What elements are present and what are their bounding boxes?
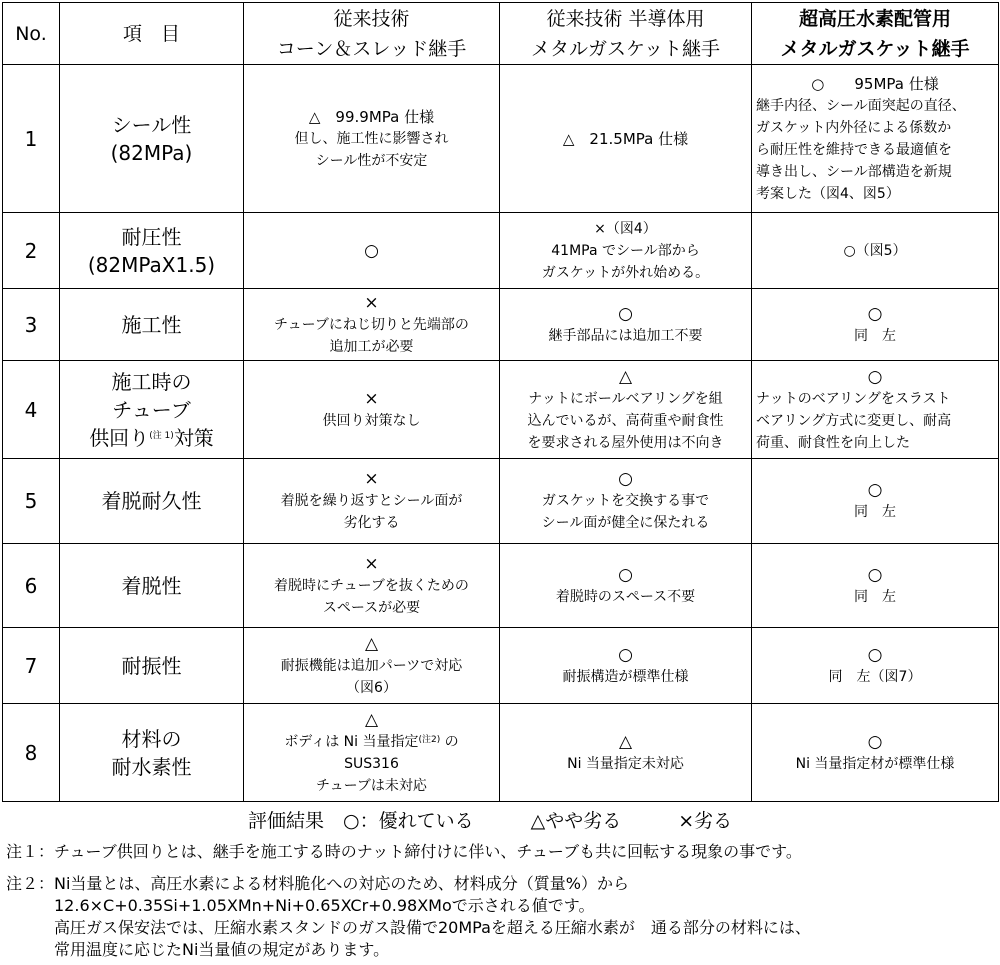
item-line: 着脱性 [121,573,182,598]
cell-conventional-cone-thread [244,213,500,289]
evaluation-mark: × [364,469,379,489]
cell-text-line: ガスケット内外径による係数か [756,119,952,136]
cell-conventional-metal-gasket [500,544,752,628]
row-number: 7 [3,628,60,704]
header-col2-line2: メタルガスケット継手 [530,37,721,60]
cell-text-line: （図6） [346,679,397,696]
cell-text-line: シール性が不安定 [315,152,428,169]
cell-text-line: SUS316 [344,755,399,772]
cell-text-line: 着脱時のスペース不要 [555,588,696,605]
row-item [60,361,244,459]
evaluation-mark: ○ [618,644,633,665]
cell-high-pressure-metal-gasket [752,65,999,213]
cell-text-line: 41MPa でシール部から [551,242,700,259]
evaluation-mark: × [364,388,379,409]
item-line: 着脱耐久性 [101,489,202,513]
cell-high-pressure-metal-gasket [752,628,999,704]
item-line: 耐圧性 [121,224,182,249]
footnote-1: 注１：チューブ供回りとは、継手を施工する時のナット締付けに伴い、チューブも共に回転する現象の事です。 [6,842,802,861]
cell-text-line: 但し、施工性に影響され [294,130,449,147]
cell-text-line: Ni 当量指定材が標準仕様 [795,755,955,772]
header-col2-line1: 従来技術 半導体用 [546,7,705,30]
cell-high-pressure-metal-gasket [752,459,999,544]
cell-conventional-cone-thread [244,289,500,361]
header-item: 項 目 [60,3,244,65]
item-line: 材料の [121,726,182,751]
evaluation-mark: ○ [867,303,883,324]
item-text: 対策 [173,425,214,450]
cell-high-pressure-metal-gasket [752,289,999,361]
evaluation-mark: ○ [618,303,633,324]
item-line: 耐水素性 [111,754,192,779]
cell-text-line: 込んでいるが、高荷重や耐食性 [527,412,724,429]
cell-text-line [246,731,497,753]
cell-text-line: Ni 当量指定未対応 [567,755,684,772]
table-row [3,459,999,544]
item-line: シール性 [111,112,192,137]
cell-text-line: 継手部品には追加工不要 [548,327,703,344]
evaluation-mark: ○ [867,564,883,585]
header-row [3,3,999,65]
cell-text: ボディは Ni 当量指定 [284,733,419,750]
evaluation-mark: × [364,553,379,574]
item-line: チューブ [112,397,191,422]
cell-high-pressure-metal-gasket [752,544,999,628]
cell-text-line: 継手内径、シール面突起の直径、 [756,97,966,114]
table-row [3,361,999,459]
evaluation-mark: ○ [364,240,379,261]
cell-text-line: ガスケットを交換する事で [541,493,710,509]
cell-text-line: チューブは未対応 [316,777,427,794]
item-line: 耐振性 [121,653,182,678]
row-number: 2 [3,213,60,289]
cell-text-line: 導き出し、シール部構造を新規 [756,163,952,180]
row-number: 4 [3,361,60,459]
evaluation-line: ×（図4） [594,220,657,237]
evaluation-mark: ○ [618,469,633,489]
cell-conventional-metal-gasket [500,459,752,544]
evaluation-line: △ 99.9MPa 仕様 [308,107,435,126]
cell-high-pressure-metal-gasket [752,704,999,802]
evaluation-mark: ○ [867,644,883,665]
evaluation-mark: △ [618,731,633,752]
cell-conventional-metal-gasket [500,65,752,213]
header-conventional-metal-gasket [500,3,752,65]
cell-conventional-cone-thread [244,544,500,628]
evaluation-line: △ 21.5MPa 仕様 [562,129,689,148]
item-line: (82MPaX1.5) [87,252,216,277]
item-text: 供回り [89,425,150,450]
cell-text-line: 着脱を繰り返すとシール面が [280,493,463,509]
cell-conventional-cone-thread [244,628,500,704]
cell-text-line: 耐振構造が標準仕様 [562,668,689,685]
evaluation-line: ○ 95MPa 仕様 [811,74,939,93]
table-row [3,704,999,802]
row-number: 3 [3,289,60,361]
row-item [60,544,244,628]
cell-conventional-cone-thread [244,704,500,802]
header-col3-line1: 超高圧水素配管用 [798,7,951,30]
row-item [60,213,244,289]
row-item [60,628,244,704]
evaluation-mark: △ [364,709,379,730]
footnote-marker: (注 1) [149,430,174,441]
row-number: 8 [3,704,60,802]
cell-text: の [444,733,459,750]
cell-text-line: シール面が健全に保たれる [541,515,710,531]
evaluation-mark: ○ [867,366,883,387]
cell-text-line: 劣化する [343,515,400,531]
cell-text-line: 同 左 [854,327,896,344]
evaluation-line: ○（図5） [843,242,907,259]
row-number: 6 [3,544,60,628]
cell-text-line: を要求される屋外使用は不向き [527,434,724,451]
cell-text-line: 耐振機能は追加パーツで対応 [280,657,463,674]
table-row [3,289,999,361]
footnote-2-line1: 注２：Ni当量とは、高圧水素による材料脆化への対応のため、材料成分（質量%）から [6,874,629,893]
footnote-marker: (注2) [418,734,441,745]
evaluation-mark: △ [364,633,379,654]
cell-text-line: 着脱時にチューブを抜くための [274,577,469,594]
table-row [3,628,999,704]
header-col1-line1: 従来技術 [333,7,410,30]
header-conventional-cone-thread [244,3,500,65]
footnote-2-line3: 高圧ガス保安法では、圧縮水素スタンドのガス設備で20MPaを超える圧縮水素が 通る部分の材料には、 [6,918,811,937]
evaluation-mark: △ [618,366,633,387]
cell-text-line: 荷重、耐食性を向上した [756,434,910,451]
cell-text-line: ナットのベアリングをスラスト [756,390,951,407]
item-line: (82MPa) [110,140,193,165]
cell-conventional-metal-gasket [500,704,752,802]
row-number: 1 [3,65,60,213]
cell-text-line: 考案した（図4、図5） [756,185,900,202]
header-col3-line2: メタルガスケット継手 [780,37,970,60]
cell-text-line: 同 左 [854,588,896,605]
cell-text-line: ら耐圧性を維持できる最適値を [756,141,952,158]
cell-conventional-metal-gasket [500,628,752,704]
cell-conventional-cone-thread [244,65,500,213]
row-item [60,459,244,544]
cell-text-line: 追加工が必要 [329,338,414,355]
header-col1-line2: コーン＆スレッド継手 [276,37,467,60]
cell-text-line: ナットにボールベアリングを組 [528,390,723,407]
row-item [60,65,244,213]
header-no: No. [3,3,60,65]
comparison-table [2,2,999,802]
item-line: 施工性 [121,312,182,337]
evaluation-mark: ○ [618,564,633,585]
cell-text-line: ガスケットが外れ始める。 [541,264,710,281]
evaluation-legend: 評価結果 ○：優れている △やや劣る ×劣る [248,810,733,832]
row-item [60,289,244,361]
item-line [62,424,241,452]
table-row [3,65,999,213]
evaluation-mark: ○ [867,731,883,752]
cell-high-pressure-metal-gasket [752,361,999,459]
cell-text-line: チューブにねじ切りと先端部の [274,316,469,333]
table-row [3,213,999,289]
cell-conventional-metal-gasket [500,361,752,459]
evaluation-mark: ○ [867,480,883,500]
cell-text-line: スペースが必要 [322,599,421,616]
row-item [60,704,244,802]
cell-text-line: 同 左 [854,504,896,520]
cell-conventional-cone-thread [244,459,500,544]
item-line: 施工時の [111,369,192,394]
cell-text-line: 同 左（図7） [828,668,922,685]
footnote-2-line4: 常用温度に応じたNi当量値の規定があります。 [6,940,390,959]
cell-text-line: 供回り対策なし [322,412,421,429]
cell-conventional-metal-gasket [500,213,752,289]
cell-conventional-cone-thread [244,361,500,459]
footnote-2-line2: 12.6×C+0.35Si+1.05XMn+Ni+0.65XCr+0.98XMoで示される値です。 [6,896,595,915]
cell-conventional-metal-gasket [500,289,752,361]
row-number: 5 [3,459,60,544]
cell-text-line: ベアリング方式に変更し、耐高 [756,412,952,429]
header-high-pressure-metal-gasket [752,3,999,65]
cell-high-pressure-metal-gasket [752,213,999,289]
evaluation-mark: × [364,292,379,313]
table-row [3,544,999,628]
